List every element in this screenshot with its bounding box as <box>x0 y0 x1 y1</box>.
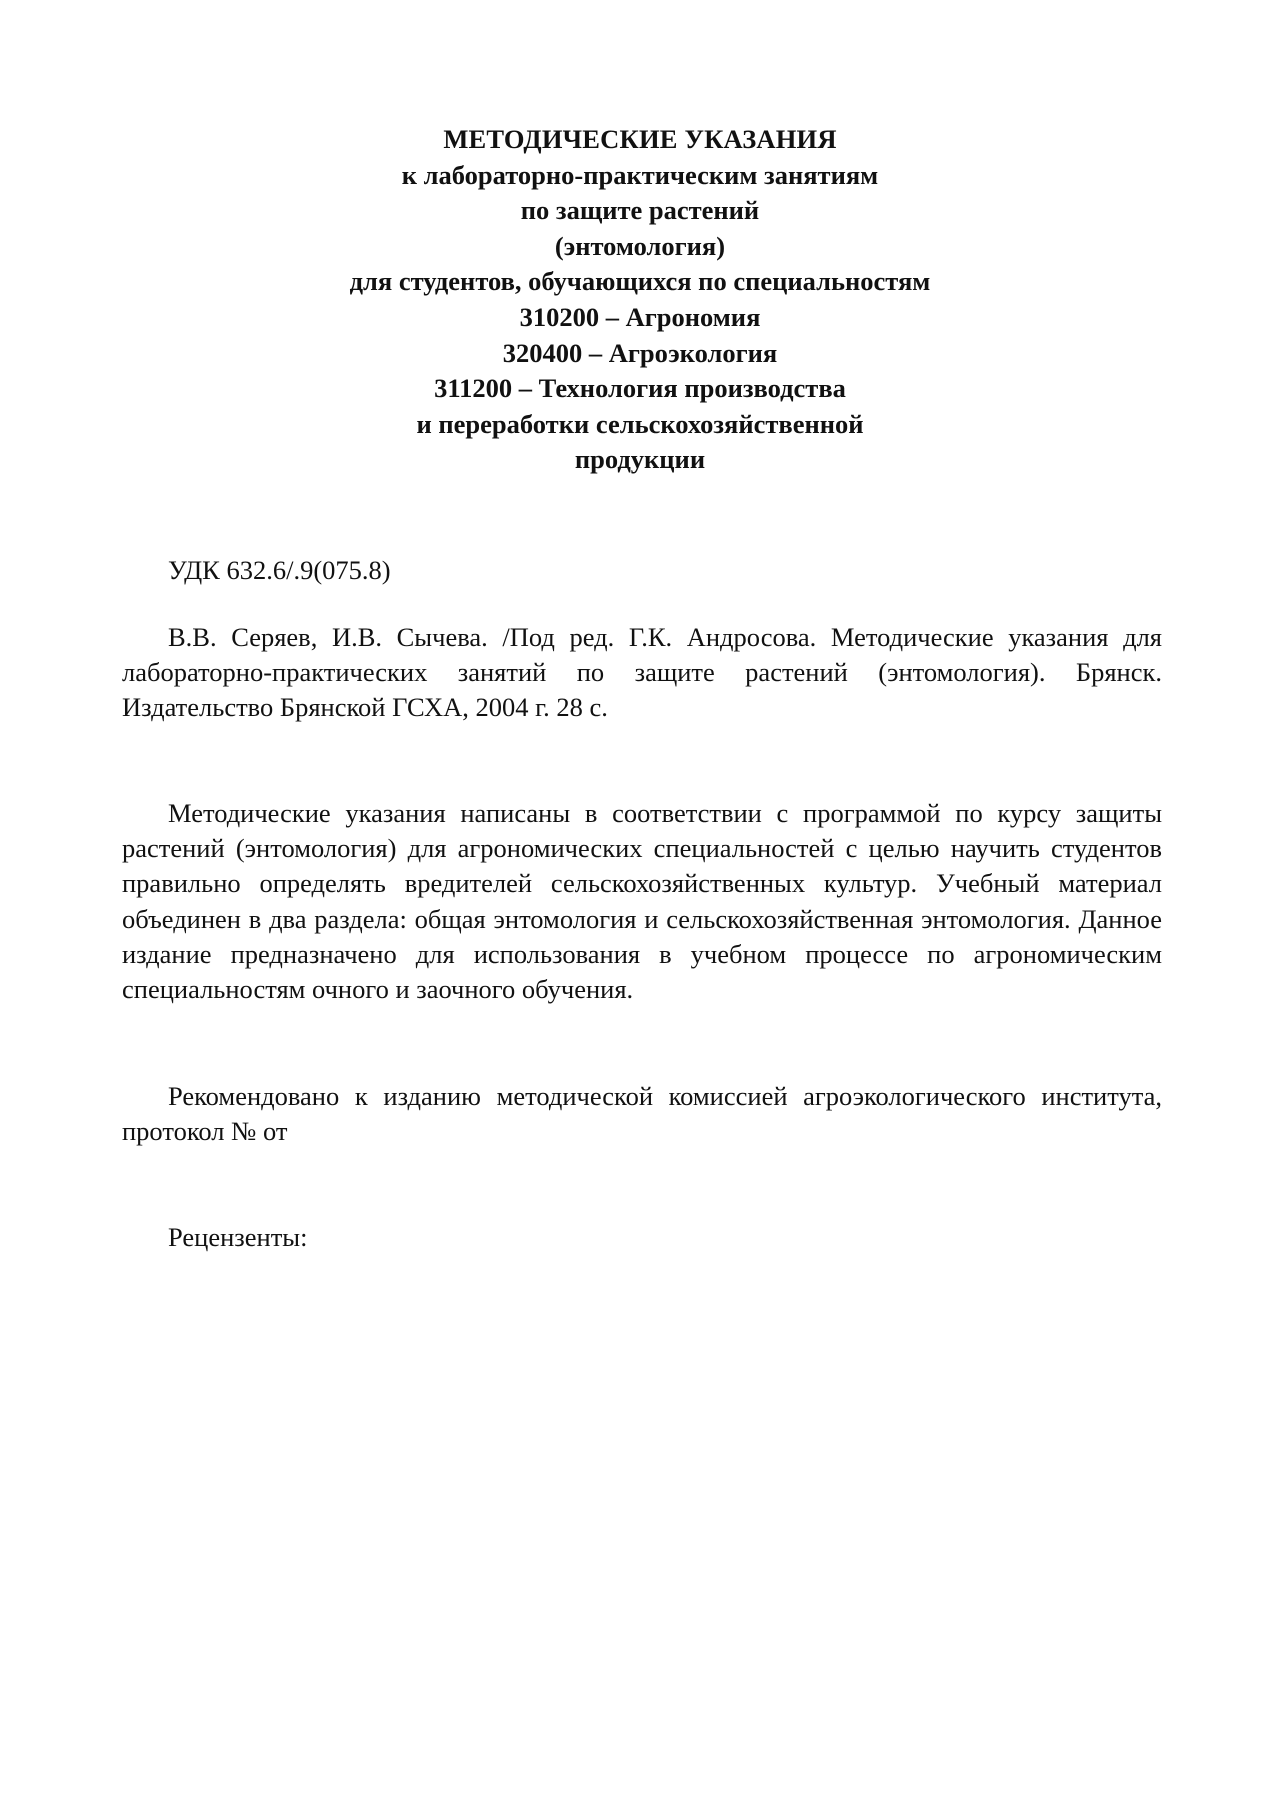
subtitle-line: (энтомология) <box>554 230 726 261</box>
subtitle-line: по защите растений <box>520 195 760 226</box>
abstract-paragraph: Методические указания написаны в соответствии с программой по курсу защиты растений (энтомология) для агрономических специальностей с целью научить студентов правильно определять вредителей сельскохозяйственных культур. Учебный материал объединен в два раздела: общая энтомология и сельскохозяйственная энтомология. Данное издание предназначено для использования в учебном процессе по агрономическим специальностям очного и заочного обучения. <box>122 798 1162 1005</box>
specialty-line: 320400 – Агроэкология <box>502 337 778 368</box>
specialty-line: 310200 – Агрономия <box>519 301 761 332</box>
udk-code: УДК 632.6/.9(075.8) <box>168 555 391 585</box>
subtitle-line: для студентов, обучающихся по специальностям <box>349 266 931 297</box>
title-block <box>120 122 1160 478</box>
specialty-line: и переработки сельскохозяйственной <box>416 408 864 439</box>
recommendation-paragraph: Рекомендовано к изданию методической комиссией агроэкологического института, протокол № от <box>122 1081 1162 1147</box>
bibliographic-citation: В.В. Серяев, И.В. Сычева. /Под ред. Г.К. Андросова. Методические указания для лабораторно-практических занятий по защите растений (энтомология). Брянск. Издательство Брянской ГСХА, 2004 г. 28 с. <box>122 622 1162 723</box>
subtitle-line: к лабораторно-практическим занятиям <box>401 159 879 190</box>
specialty-line: 311200 – Технология производства <box>434 373 846 404</box>
specialty-line: продукции <box>574 444 706 475</box>
document-title: МЕТОДИЧЕСКИЕ УКАЗАНИЯ <box>443 124 837 154</box>
reviewers-label: Рецензенты: <box>168 1222 308 1252</box>
